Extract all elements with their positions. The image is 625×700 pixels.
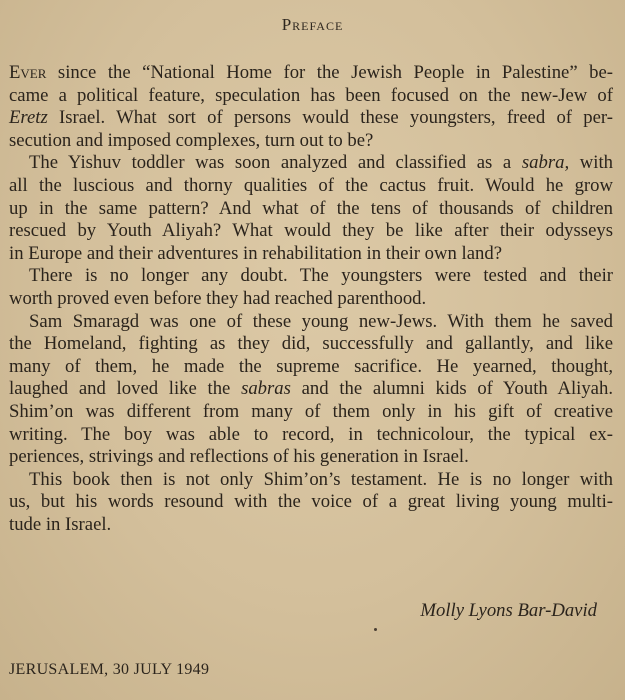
text-line: came a political feature, speculation has been focused on the new-Jew of <box>9 84 613 106</box>
text-line: us, but his words resound with the voice of a great living young multi- <box>9 491 613 513</box>
text-line: There is no longer any doubt. The youngsters were tested and their <box>29 265 613 287</box>
text-line: periences, strivings and reflections of his generation in Israel. <box>9 446 469 468</box>
text-line: Shim’on was different from many of them only in his gift of creative <box>9 400 613 422</box>
text-line: laughed and loved like the sabras and the alumni kids of Youth Aliyah. <box>9 378 613 400</box>
text-line: tude in Israel. <box>9 513 112 535</box>
author-signature: Molly Lyons Bar-David <box>420 600 597 621</box>
text-line: worth proved even before they had reached parenthood. <box>9 287 427 309</box>
text-line: Ever since the “National Home for the Jewish People in Palestine” be- <box>9 62 613 83</box>
italic-term: Eretz <box>9 107 48 129</box>
text-line: in Europe and their adventures in rehabilitation in their own land? <box>9 242 502 264</box>
text-line: up in the same pattern? And what of the tens of thousands of children <box>9 197 613 219</box>
text-line: This book then is not only Shim’on’s testament. He is no longer with <box>29 468 613 490</box>
preface-body <box>9 62 613 536</box>
text-line: many of them, he made the supreme sacrifice. He yearned, thought, <box>9 355 613 377</box>
italic-term: sabras <box>241 378 291 400</box>
dateline: JERUSALEM, 30 JULY 1949 <box>9 661 210 678</box>
text-line: all the luscious and thorny qualities of the cactus fruit. Would he grow <box>9 174 613 196</box>
text-line: Eretz Israel. What sort of persons would these youngsters, freed of per- <box>9 107 613 129</box>
text-line: the Homeland, fighting as they did, successfully and gallantly, and like <box>9 333 613 355</box>
text-line: rescued by Youth Aliyah? What would they be like after their odysseys <box>9 220 613 242</box>
text-line: secution and imposed complexes, turn out to be? <box>9 129 374 151</box>
italic-term: sabra, <box>521 152 570 174</box>
paper-speck <box>374 628 377 631</box>
text-line: The Yishuv toddler was soon analyzed and classified as a sabra, with <box>29 152 613 174</box>
page-title: Preface <box>281 15 344 34</box>
text-line: Sam Smaragd was one of these young new-Jews. With them he saved <box>29 310 613 332</box>
text-line: writing. The boy was able to record, in technicolour, the typical ex- <box>9 423 613 445</box>
drop-word: Ever <box>9 62 47 83</box>
